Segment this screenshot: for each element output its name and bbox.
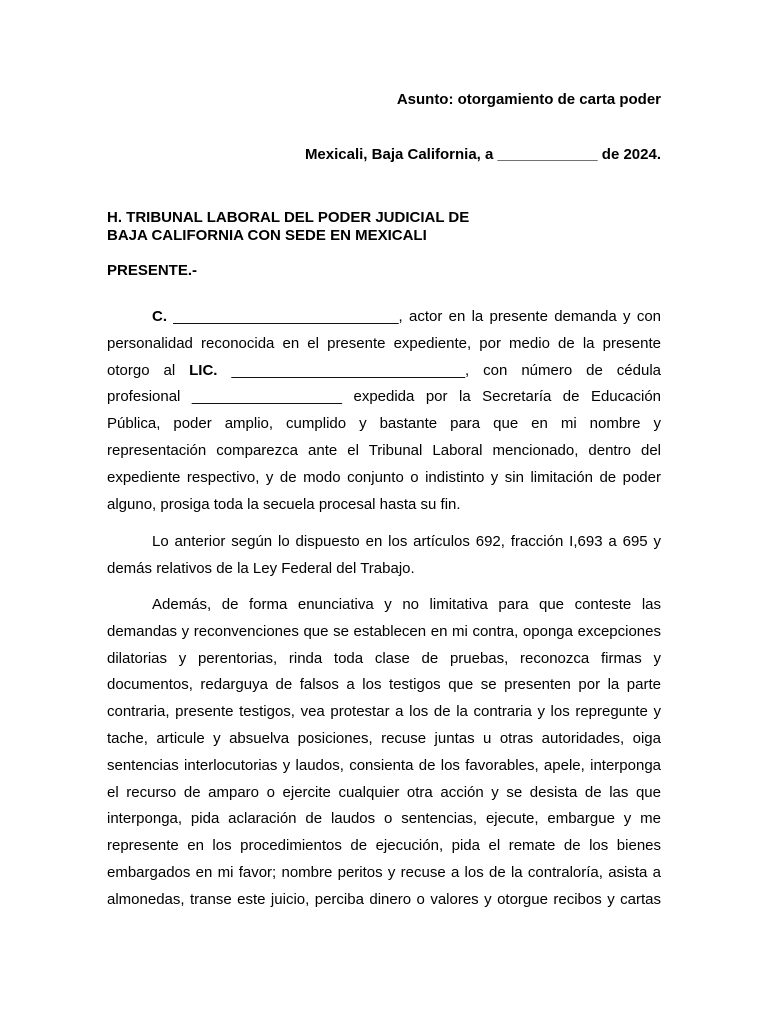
subject-line: Asunto: otorgamiento de carta poder [396, 91, 661, 108]
greeting: PRESENTE.- [107, 262, 198, 279]
lic-label: LIC. [189, 361, 218, 379]
paragraph-line: almonedas, transe este juicio, perciba dinero o valores y otorgue recibos y cartas [107, 890, 661, 908]
paragraph-line: contraria, presente testigos, vea protestar a los de la contraria y los repregunte y [107, 703, 661, 721]
paragraph-line: embargados en mi favor; nombre peritos y recuse a los de la contraloría, asista a [107, 863, 661, 881]
paragraph-line: representación comparezca ante el Tribunal Laboral mencionado, dentro del [107, 441, 661, 459]
paragraph-line: Pública, poder amplio, cumplido y bastante para que en mi nombre y [107, 415, 661, 433]
paragraph-3 [107, 592, 661, 914]
paragraph-line: alguno, prosiga toda la secuela procesal hasta su fin. [107, 495, 461, 513]
addressee-line-2: BAJA CALIFORNIA CON SEDE EN MEXICALI [107, 227, 427, 244]
paragraph-line: sentencias interlocutorias y laudos, consienta de los favorables, apele, interponga [107, 756, 661, 774]
paragraph-2 [107, 529, 661, 583]
paragraph-line: el recurso de amparo o ejercite cualquier otra acción y se desista de las que [107, 783, 661, 801]
paragraph-line: represente en los procedimientos de ejecución, pida el remate de los bienes [107, 837, 661, 855]
paragraph-line: personalidad reconocida en el presente expediente, por medio de la presente [107, 334, 661, 352]
paragraph-line: profesional __________________ expedida por la Secretaría de Educación [107, 388, 661, 406]
attorney-blank-text: ____________________________, con número de cédula [231, 361, 661, 379]
addressee-line-1: H. TRIBUNAL LABORAL DEL PODER JUDICIAL DE [107, 209, 470, 226]
paragraph-line: Además, de forma enunciativa y no limitativa para que conteste las [152, 596, 661, 613]
addressee-block [107, 209, 469, 245]
paragraph-line: dilatorias y perentorias, rinda toda clase de pruebas, reconozca firmas y [107, 649, 661, 667]
paragraph-line: demandas y reconvenciones que se establecen en mi contra, oponga excepciones [107, 622, 661, 640]
paragraph-1 [107, 304, 661, 518]
place-date-line: Mexicali, Baja California, a ____________ de 2024. [304, 146, 661, 163]
c-label: C. [152, 308, 167, 325]
paragraph-line [107, 358, 661, 385]
paragraph-line: demás relativos de la Ley Federal del Trabajo. [107, 559, 415, 577]
paragraph-line: interponga, pida aclaración de laudos o sentencias, ejecute, embargue y me [107, 810, 661, 828]
paragraph-line [107, 304, 661, 331]
grantor-blank-text: ___________________________, actor en la presente demanda y con [173, 308, 661, 325]
paragraph-line: documentos, redarguya de falsos a los testigos que se presenten por la parte [107, 676, 661, 694]
paragraph-line: tache, articule y absuelva posiciones, recuse juntas u otras autoridades, oiga [107, 729, 661, 747]
grant-text: otorgo al [107, 361, 176, 379]
paragraph-line: expediente respectivo, y de modo conjunto o indistinto y sin limitación de poder [107, 468, 661, 486]
paragraph-line: Lo anterior según lo dispuesto en los artículos 692, fracción I,693 a 695 y [152, 533, 661, 550]
